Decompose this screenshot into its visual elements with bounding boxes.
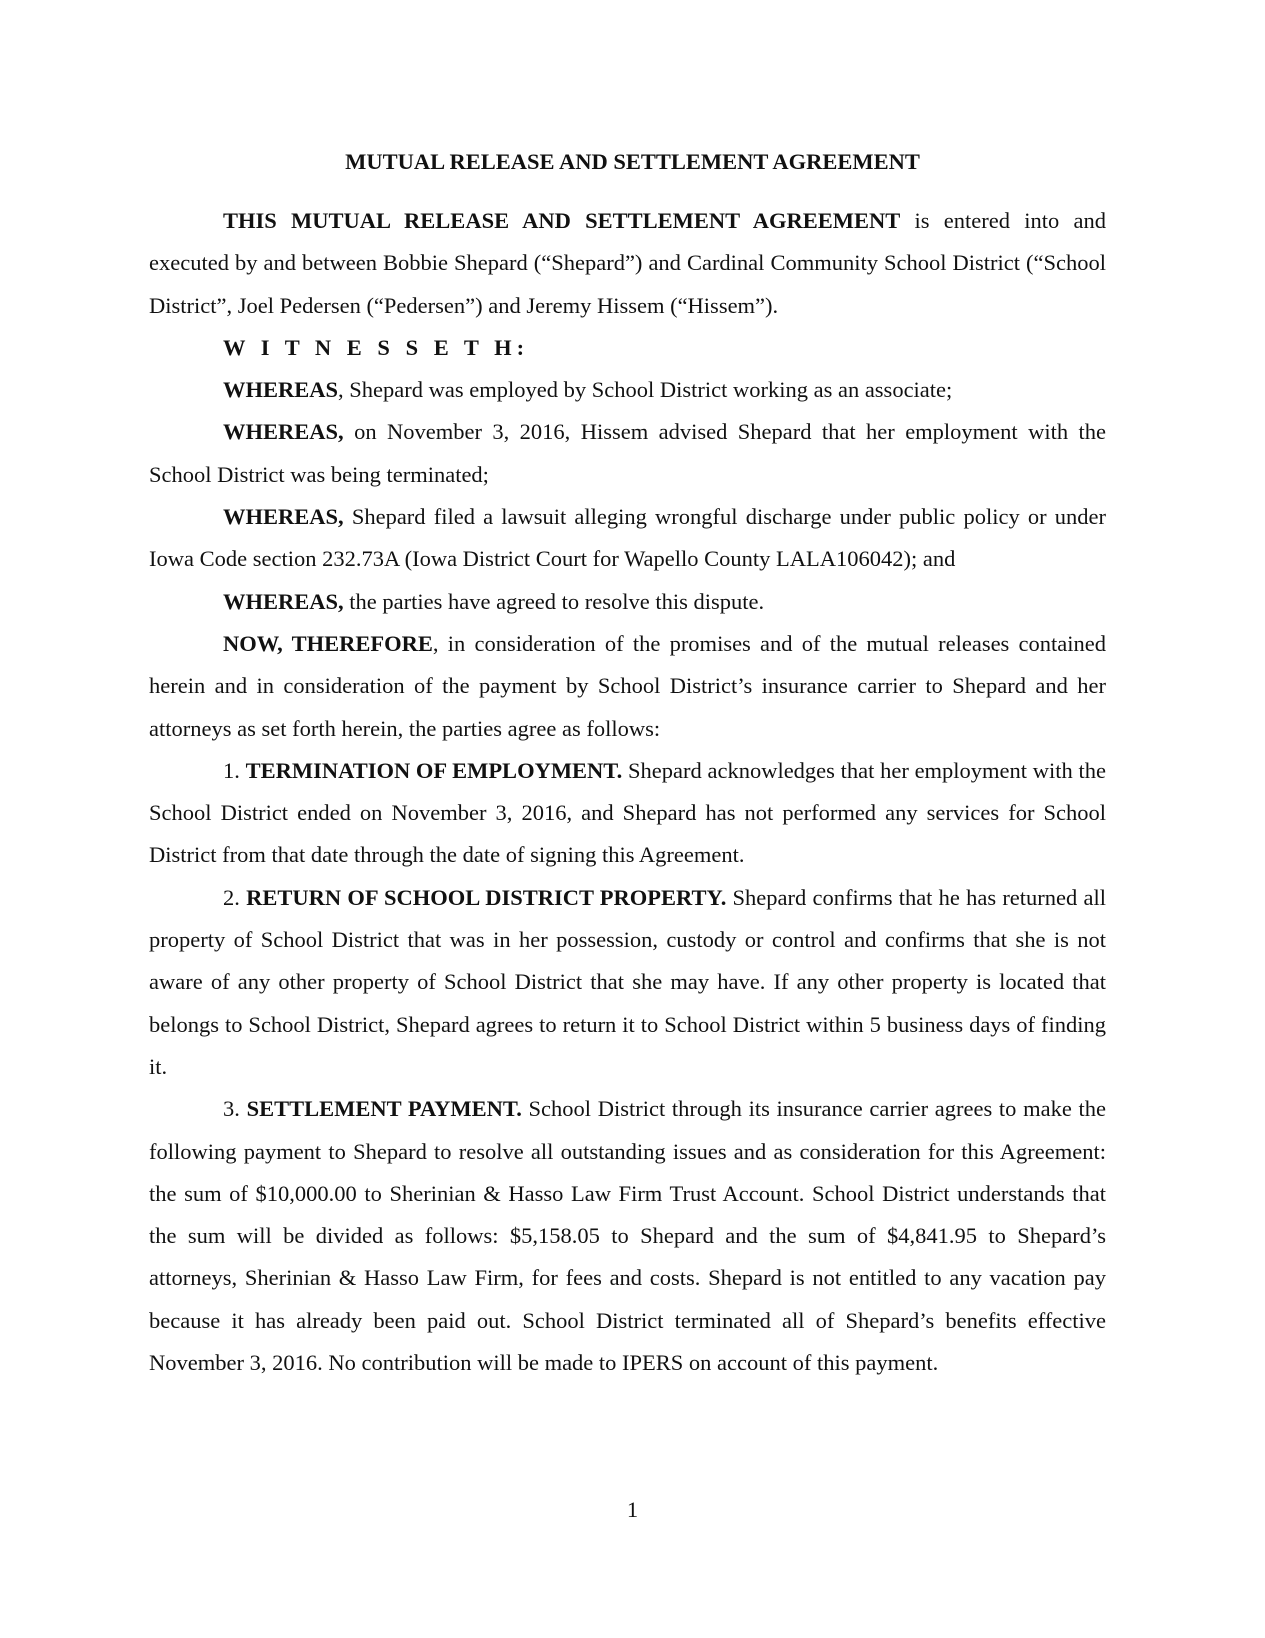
whereas-paragraph-1 (149, 369, 1106, 411)
section-text: School District through its insurance carrier agrees to make the following payment to Shepard to resolve all outstanding issues and as consideration for this Agreement: the sum of $10,000.00 to Sherinian & Hasso Law Firm Trust Account. School District understands that the sum will be divided as follows: $5,158.05 to Shepard and the sum of $4,841.95 to Shepard’s attorneys, Sherinian & Hasso Law Firm, for fees and costs. Shepard is not entitled to any vacation pay because it has already been paid out. School District terminated all of Shepard’s benefits effective November 3, 2016. No contribution will be made to IPERS on account of this payment. (149, 1096, 1106, 1376)
now-therefore-text: , in consideration of the promises and of the mutual releases contained herein and in consideration of the payment by School District’s insurance carrier to Shepard and her attorneys as set forth herein, the parties agree as follows: (149, 630, 1106, 741)
section-text: Shepard acknowledges that her employment with the School District ended on November 3, 2016, and Shepard has not performed any services for School District from that date through the date of signing this Agreement. (149, 757, 1106, 868)
whereas-paragraph-2 (149, 411, 1106, 496)
document-title: MUTUAL RELEASE AND SETTLEMENT AGREEMENT (345, 149, 920, 174)
section-heading: RETURN OF SCHOOL DISTRICT PROPERTY. (246, 884, 727, 910)
section-settlement-payment (149, 1088, 1106, 1384)
witnesseth-heading-paragraph (149, 327, 1106, 369)
whereas-lead: WHEREAS, (223, 504, 344, 530)
section-heading: SETTLEMENT PAYMENT. (246, 1096, 522, 1122)
intro-lead: THIS MUTUAL RELEASE AND SETTLEMENT AGREEMENT (223, 208, 901, 233)
section-number: 1. (223, 757, 240, 783)
whereas-lead: WHEREAS (223, 377, 339, 403)
now-therefore-paragraph (149, 623, 1106, 750)
section-heading: TERMINATION OF EMPLOYMENT. (245, 757, 623, 783)
section-termination (149, 750, 1106, 877)
now-therefore-lead: NOW, THEREFORE (223, 630, 433, 656)
section-text: Shepard confirms that he has returned all property of School District that was in her possession, custody or control and confirms that she is not aware of any other property of School District that she may have. If any other property is located that belongs to School District, Shepard agrees to return it to School District within 5 business days of finding it. (149, 884, 1106, 1079)
whereas-paragraph-4 (149, 581, 1106, 623)
section-return-property (149, 877, 1106, 1088)
document-body (149, 200, 1106, 1384)
intro-paragraph (149, 200, 1106, 327)
page-number: 1 (626, 1497, 639, 1522)
section-number: 3. (223, 1096, 240, 1122)
section-number: 2. (223, 884, 240, 910)
whereas-text: on November 3, 2016, Hissem advised Shepard that her employment with the School District was being terminated; (149, 419, 1106, 487)
witnesseth-heading: W I T N E S S E T H: (223, 334, 530, 360)
whereas-text: the parties have agreed to resolve this dispute. (343, 588, 765, 614)
whereas-lead: WHEREAS, (223, 588, 344, 614)
whereas-text: Shepard filed a lawsuit alleging wrongful discharge under public policy or under Iowa Code section 232.73A (Iowa District Court for Wapello County LALA106042); and (149, 504, 1106, 572)
whereas-lead: WHEREAS, (223, 419, 344, 445)
whereas-paragraph-3 (149, 496, 1106, 581)
whereas-text: , Shepard was employed by School District working as an associate; (338, 377, 953, 403)
intro-text: is entered into and executed by and between Bobbie Shepard (“Shepard”) and Cardinal Community School District (“School District”, Joel Pedersen (“Pedersen”) and Jeremy Hissem (“Hissem”). (149, 208, 1107, 318)
